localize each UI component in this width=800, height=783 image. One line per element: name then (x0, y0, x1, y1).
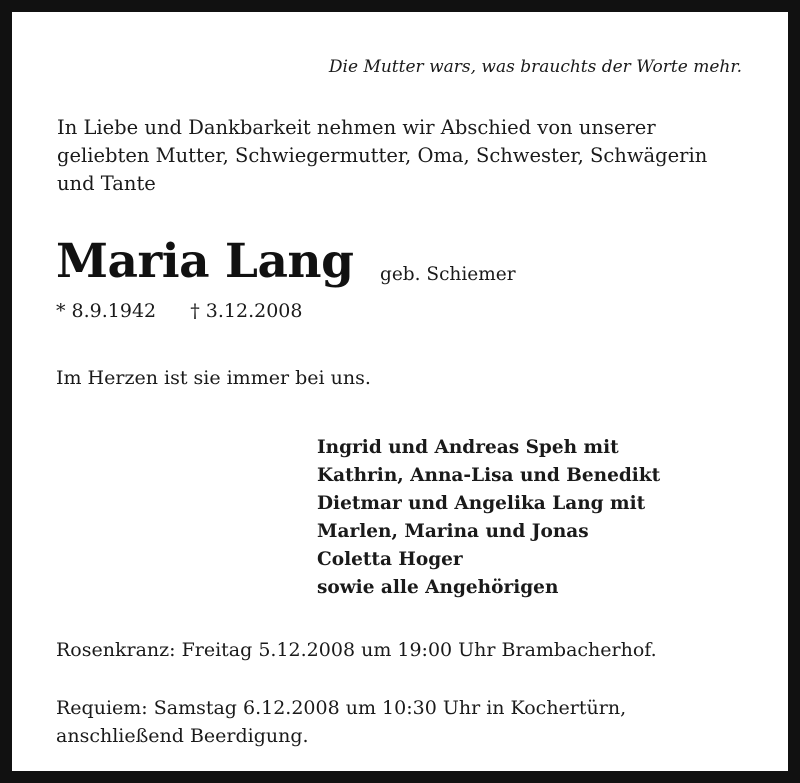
intro-text (57, 114, 707, 198)
deceased-name: Maria Lang (56, 234, 354, 289)
mourner-line: sowie alle Angehörigen (317, 577, 559, 598)
mourners-list (317, 434, 660, 602)
intro-line: In Liebe und Dankbarkeit nehmen wir Abschied von unserer (57, 116, 656, 139)
birth-name: geb. Schiemer (380, 264, 516, 285)
birth-date: * 8.9.1942 (56, 300, 157, 322)
mourner-line: Kathrin, Anna-Lisa und Benedikt (317, 465, 661, 486)
rosary-info: Rosenkranz: Freitag 5.12.2008 um 19:00 Uhr Brambacherhof. (56, 639, 657, 661)
life-dates (56, 300, 303, 322)
mourner-line: Marlen, Marina und Jonas (317, 521, 589, 542)
requiem-info (56, 694, 626, 750)
requiem-line: anschließend Beerdigung. (56, 725, 309, 747)
requiem-line: Requiem: Samstag 6.12.2008 um 10:30 Uhr in Kochertürn, (56, 697, 627, 719)
mourner-line: Coletta Hoger (317, 549, 463, 570)
intro-line: geliebten Mutter, Schwiegermutter, Oma, Schwester, Schwägerin (57, 144, 708, 167)
motto: Die Mutter wars, was brauchts der Worte mehr. (328, 57, 742, 77)
memorial-line: Im Herzen ist sie immer bei uns. (56, 367, 371, 389)
mourner-line: Dietmar und Angelika Lang mit (317, 493, 646, 514)
intro-line: und Tante (57, 172, 156, 195)
death-date: † 3.12.2008 (190, 300, 303, 322)
mourner-line: Ingrid und Andreas Speh mit (317, 437, 619, 458)
